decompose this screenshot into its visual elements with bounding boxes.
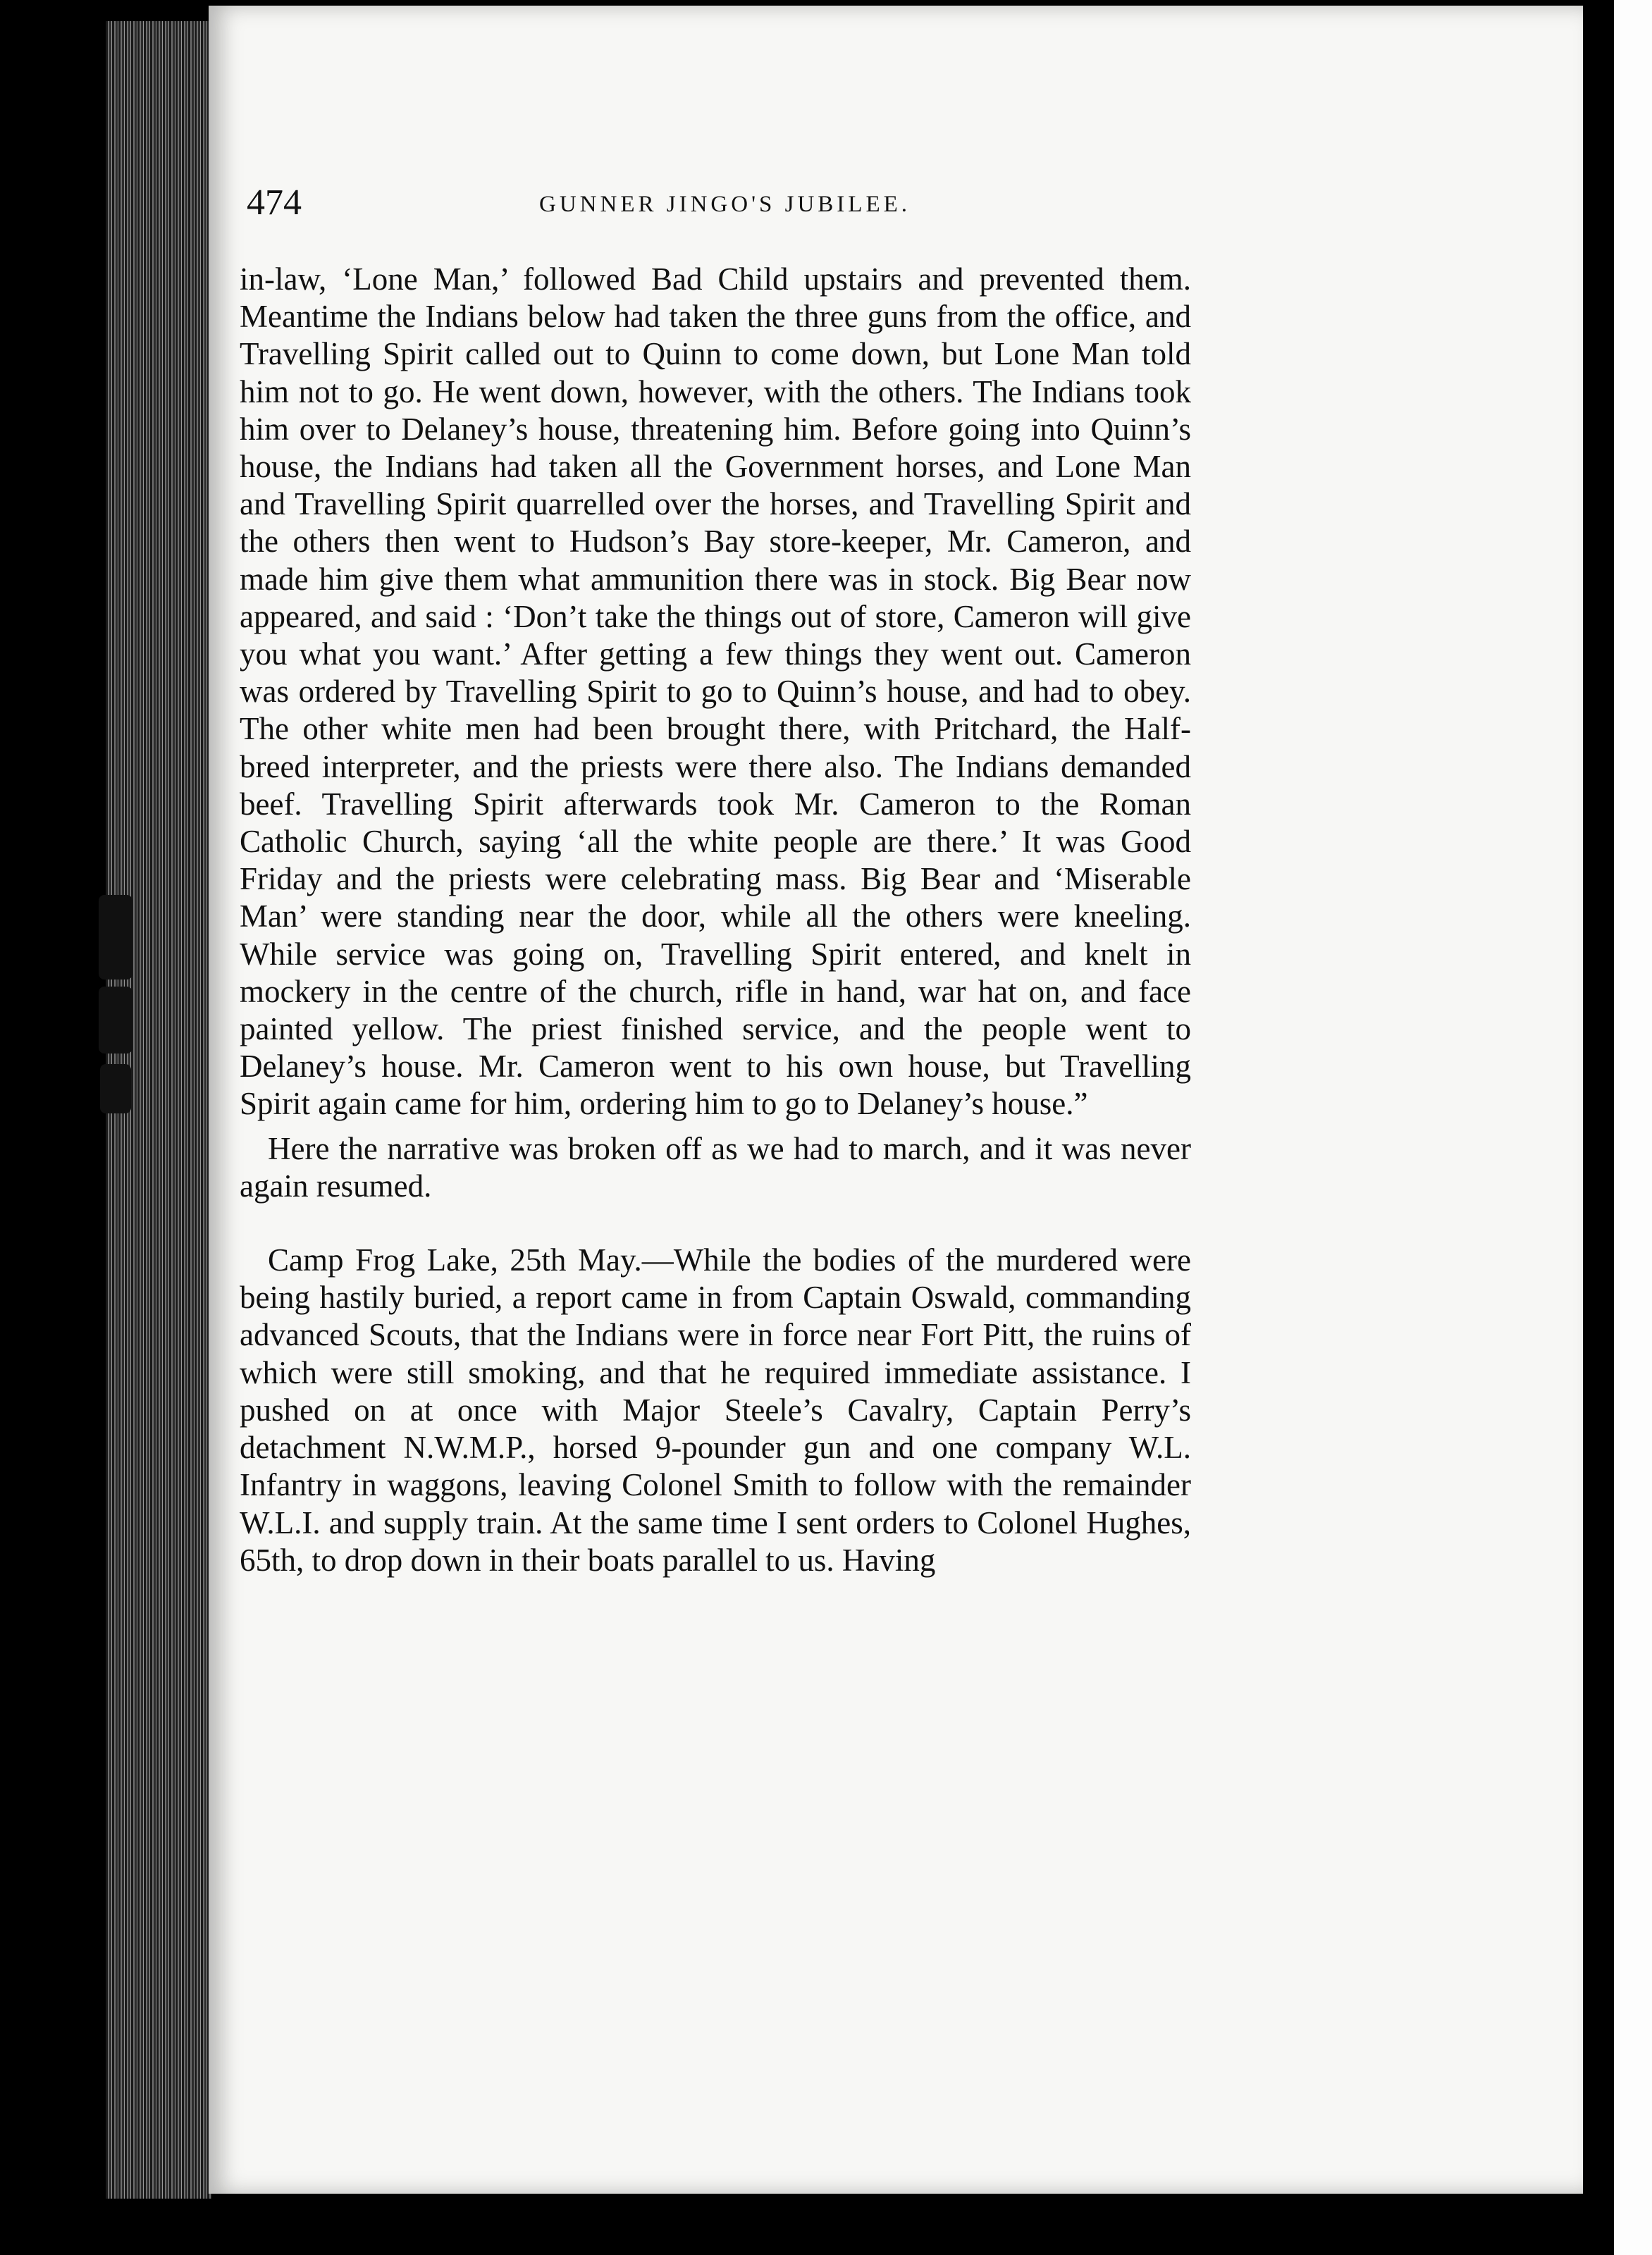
- page-header: [247, 182, 1163, 231]
- paragraph-narrative-break: Here the narrative was broken off as we had to march, and it was never again resumed.: [240, 1130, 1191, 1204]
- paragraph-camp-frog-lake: Camp Frog Lake, 25th May.—While the bodies of the murdered were being hastily buried, a report came in from Captain Oswald, commanding advanced Scouts, that the Indians were in force near Fort Pitt, the ruins of which were still smoking, and that he required immediate assistance. I pushed on at once with Major Steele’s Cavalry, Captain Perry’s detachment N.W.M.P., horsed 9-pounder gun and one company W.L. Infantry in waggons, leaving Colonel Smith to follow with the remainder W.L.I. and supply train. At the same time I sent orders to Colonel Hughes, 65th, to drop down in their boats parallel to us. Having: [240, 1242, 1191, 1578]
- paragraph-continued: in-law, ‘Lone Man,’ followed Bad Child upstairs and prevented them. Meantime the Indians below had taken the three guns from the office, and Travelling Spirit called out to Quinn to come down, but Lone Man told him not to go. He went down, however, with the others. The Indians took him over to Delaney’s house, threatening him. Before going into Quinn’s house, the Indians had taken all the Government horses, and Lone Man and Travelling Spirit quarrelled over the horses, and Travelling Spirit and the others then went to Hudson’s Bay store-keeper, Mr. Cameron, and made him give them what ammunition there was in stock. Big Bear now appeared, and said : ‘Don’t take the things out of store, Cameron will give you what you want.’ After getting a few things they went out. Cameron was ordered by Travelling Spirit to go to Quinn’s house, and had to obey. The other white men had been brought there, with Pritchard, the Half-breed interpreter, and the priests were there also. The Indians demanded beef. Travelling Spirit afterwards took Mr. Cameron to the Roman Catholic Church, saying ‘all the white people are there.’ It was Good Friday and the priests were celebrating mass. Big Bear and ‘Miserable Man’ were standing near the door, while all the others were kneeling. While service was going on, Travelling Spirit entered, and knelt in mockery in the centre of the church, rifle in hand, war hat on, and face painted yellow. The priest finished service, and the people went to Delaney’s house. Mr. Cameron went to his own house, but Travelling Spirit again came for him, ordering him to go to Delaney’s house.”: [240, 261, 1191, 1122]
- running-head: GUNNER JINGO'S JUBILEE.: [539, 192, 911, 217]
- page-number: 474: [247, 183, 302, 223]
- fore-edge-mark: [99, 895, 132, 980]
- body-text: [240, 261, 1191, 1579]
- fore-edge-mark: [99, 987, 132, 1054]
- facing-page-edge: [1614, 0, 1652, 2255]
- fore-edge-mark: [100, 1064, 131, 1113]
